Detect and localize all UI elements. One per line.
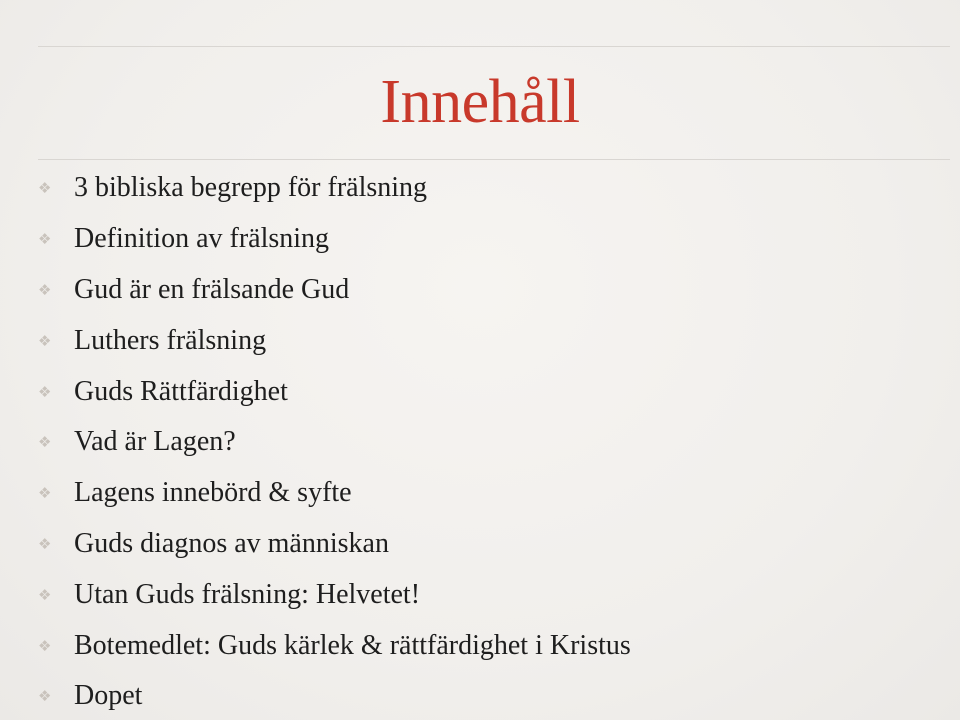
bullet-list bbox=[38, 163, 631, 720]
list-item bbox=[38, 569, 631, 620]
list-item bbox=[38, 163, 631, 214]
list-item-label: Vad är Lagen? bbox=[74, 426, 236, 458]
list-item bbox=[38, 519, 631, 570]
list-item-label: Botemedlet: Guds kärlek & rättfärdighet i Kristus bbox=[74, 629, 631, 661]
fleuron-bullet-icon: ❖ bbox=[38, 534, 52, 553]
list-item-label: Utan Guds frälsning: Helvetet! bbox=[74, 578, 421, 610]
fleuron-bullet-icon: ❖ bbox=[38, 382, 52, 401]
list-item bbox=[38, 468, 631, 519]
list-item bbox=[38, 417, 631, 468]
fleuron-bullet-icon: ❖ bbox=[38, 636, 52, 655]
fleuron-bullet-icon: ❖ bbox=[38, 331, 52, 350]
list-item-label: Guds Rättfärdighet bbox=[74, 375, 288, 407]
list-item-label: 3 bibliska begrepp för frälsning bbox=[74, 172, 428, 204]
list-item bbox=[38, 366, 631, 417]
title-divider bbox=[38, 159, 950, 160]
list-item bbox=[38, 671, 631, 720]
fleuron-bullet-icon: ❖ bbox=[38, 280, 52, 299]
list-item-label: Guds diagnos av människan bbox=[74, 527, 389, 559]
fleuron-bullet-icon: ❖ bbox=[38, 230, 52, 249]
top-divider bbox=[38, 46, 950, 47]
fleuron-bullet-icon: ❖ bbox=[38, 433, 52, 452]
list-item bbox=[38, 315, 631, 366]
list-item-label: Dopet bbox=[74, 680, 143, 712]
list-item-label: Lagens innebörd & syfte bbox=[74, 477, 352, 509]
fleuron-bullet-icon: ❖ bbox=[38, 179, 52, 198]
list-item-label: Definition av frälsning bbox=[74, 223, 330, 255]
list-item bbox=[38, 265, 631, 316]
fleuron-bullet-icon: ❖ bbox=[38, 484, 52, 503]
fleuron-bullet-icon: ❖ bbox=[38, 585, 52, 604]
list-item-label: Luthers frälsning bbox=[74, 324, 267, 356]
list-item-label: Gud är en frälsande Gud bbox=[74, 273, 350, 305]
list-item bbox=[38, 214, 631, 265]
slide-title: Innehåll bbox=[380, 68, 580, 136]
list-item bbox=[38, 620, 631, 671]
fleuron-bullet-icon: ❖ bbox=[38, 687, 52, 706]
